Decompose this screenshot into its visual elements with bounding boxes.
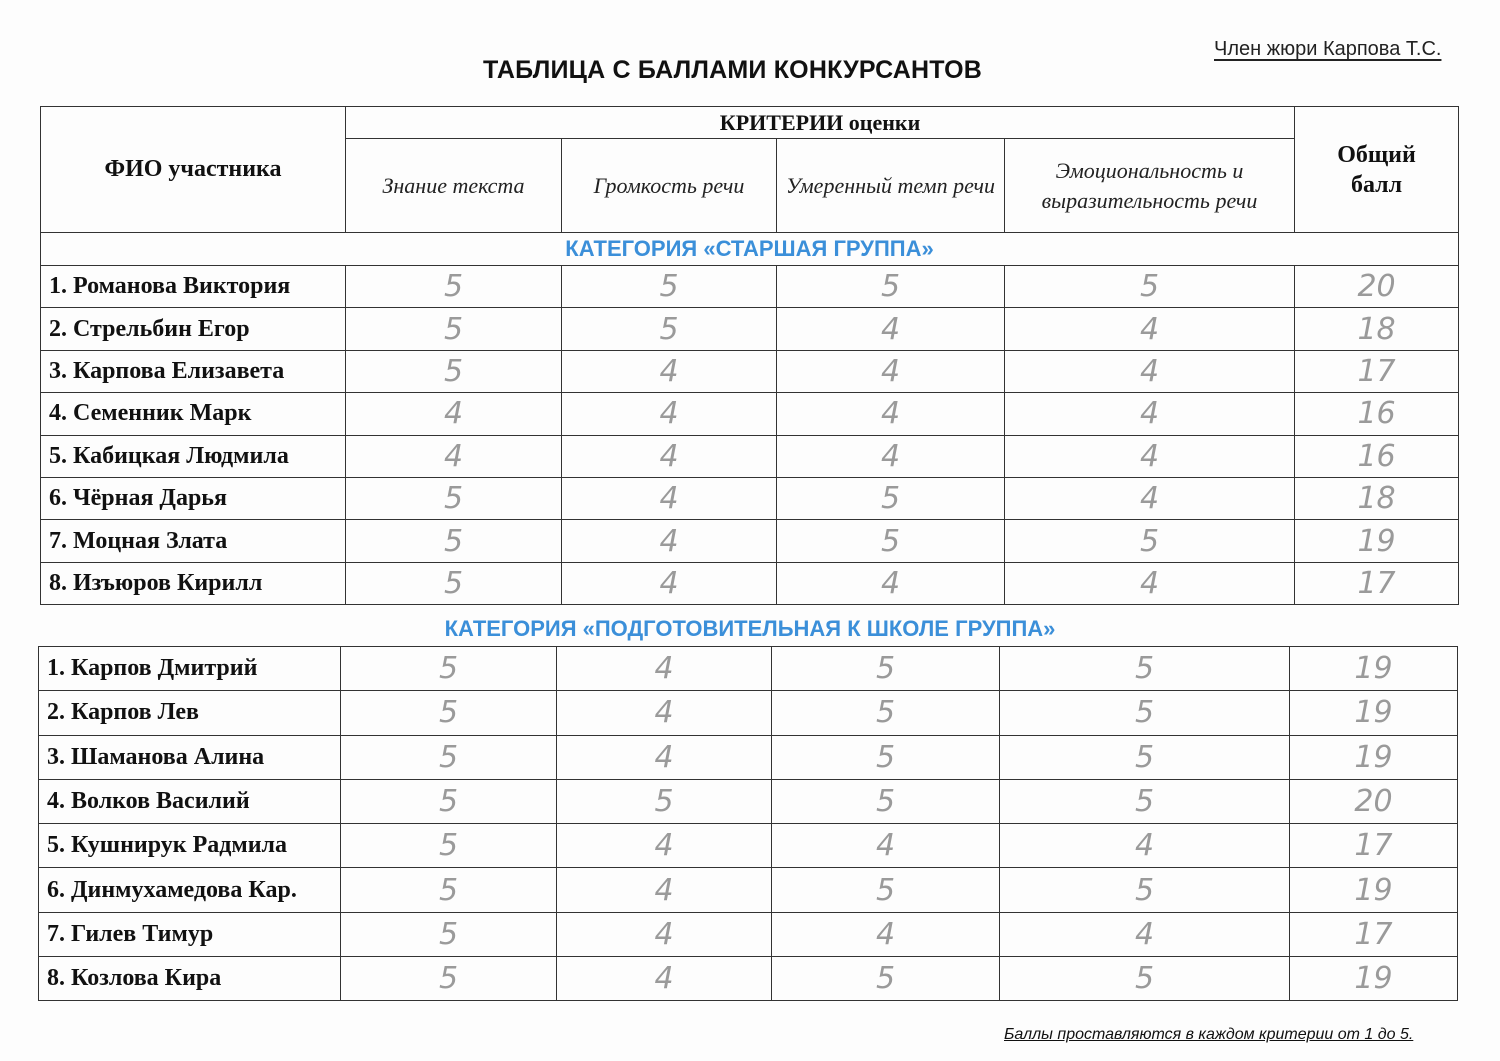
criterion-score: 5 (557, 779, 772, 823)
criterion-score: 5 (1000, 647, 1290, 691)
total-score: 17 (1290, 912, 1458, 956)
criterion-score: 4 (557, 691, 772, 735)
criterion-score: 5 (562, 308, 777, 350)
participant-name: 7. Моцная Злата (41, 520, 346, 562)
criterion-score: 5 (562, 266, 777, 308)
senior-group-table (40, 106, 1459, 605)
table-row (39, 868, 1458, 912)
criterion-score: 5 (1000, 691, 1290, 735)
criterion-score: 5 (772, 647, 1000, 691)
criterion-score: 4 (562, 393, 777, 435)
total-score: 20 (1290, 779, 1458, 823)
table-row (39, 647, 1458, 691)
criterion-score: 4 (346, 435, 562, 477)
criterion-score: 5 (341, 868, 557, 912)
criterion-score: 5 (1000, 779, 1290, 823)
criterion-score: 5 (772, 735, 1000, 779)
participant-name: 6. Динмухамедова Кар. (39, 868, 341, 912)
criterion-score: 5 (777, 477, 1005, 519)
criterion-score: 4 (1005, 393, 1295, 435)
participant-name: 7. Гилев Тимур (39, 912, 341, 956)
participant-name: 2. Стрельбин Егор (41, 308, 346, 350)
criterion-header: Умеренный темп речи (777, 139, 1005, 233)
total-score: 18 (1295, 477, 1459, 519)
total-score: 19 (1290, 957, 1458, 1001)
criterion-score: 5 (346, 562, 562, 604)
criterion-score: 5 (341, 735, 557, 779)
criterion-score: 4 (557, 735, 772, 779)
criteria-group-header: КРИТЕРИИ оценки (346, 107, 1295, 139)
criterion-header: Знание текста (346, 139, 562, 233)
criterion-score: 5 (777, 520, 1005, 562)
criterion-score: 4 (777, 393, 1005, 435)
participant-name: 8. Козлова Кира (39, 957, 341, 1001)
criterion-score: 5 (341, 691, 557, 735)
participant-name: 1. Карпов Дмитрий (39, 647, 341, 691)
participant-name: 4. Волков Василий (39, 779, 341, 823)
participant-name: 3. Шаманова Алина (39, 735, 341, 779)
criterion-score: 5 (346, 520, 562, 562)
total-score: 16 (1295, 435, 1459, 477)
criterion-score: 4 (777, 435, 1005, 477)
name-column-header: ФИО участника (41, 107, 346, 233)
table-row (41, 393, 1459, 435)
total-score: 19 (1290, 691, 1458, 735)
total-score: 17 (1295, 350, 1459, 392)
criterion-score: 4 (562, 562, 777, 604)
page-title: ТАБЛИЦА С БАЛЛАМИ КОНКУРСАНТОВ (483, 56, 983, 84)
criterion-score: 5 (346, 350, 562, 392)
criterion-score: 4 (1005, 477, 1295, 519)
criterion-score: 4 (1000, 912, 1290, 956)
criterion-score: 5 (772, 691, 1000, 735)
footnote: Баллы проставляются в каждом критерии от 1 до 5. (1004, 1026, 1414, 1043)
total-column-header: Общий балл (1295, 107, 1459, 233)
criterion-score: 5 (1000, 957, 1290, 1001)
criterion-score: 5 (772, 868, 1000, 912)
criterion-score: 5 (772, 779, 1000, 823)
criterion-score: 4 (557, 647, 772, 691)
criterion-score: 4 (557, 957, 772, 1001)
criterion-score: 5 (1005, 520, 1295, 562)
participant-name: 5. Кушнирук Радмила (39, 824, 341, 868)
criterion-score: 4 (562, 350, 777, 392)
criterion-score: 4 (1005, 308, 1295, 350)
table-row (41, 266, 1459, 308)
criterion-score: 4 (562, 435, 777, 477)
criterion-score: 5 (346, 308, 562, 350)
criterion-score: 4 (777, 350, 1005, 392)
participant-name: 3. Карпова Елизавета (41, 350, 346, 392)
table-row (39, 912, 1458, 956)
total-score: 16 (1295, 393, 1459, 435)
criterion-score: 4 (562, 477, 777, 519)
criterion-score: 5 (346, 477, 562, 519)
table-row (41, 435, 1459, 477)
total-score: 18 (1295, 308, 1459, 350)
criterion-score: 4 (1005, 562, 1295, 604)
table-row (39, 779, 1458, 823)
criterion-score: 5 (341, 957, 557, 1001)
participant-name: 2. Карпов Лев (39, 691, 341, 735)
criterion-score: 5 (1000, 868, 1290, 912)
criterion-score: 4 (557, 912, 772, 956)
table-row (41, 562, 1459, 604)
table-row (39, 957, 1458, 1001)
total-score: 19 (1290, 868, 1458, 912)
criterion-score: 5 (1000, 735, 1290, 779)
participant-name: 4. Семенник Марк (41, 393, 346, 435)
total-score: 20 (1295, 266, 1459, 308)
table-row (41, 350, 1459, 392)
category-title: КАТЕГОРИЯ «ПОДГОТОВИТЕЛЬНАЯ К ШКОЛЕ ГРУППА» (444, 616, 1056, 641)
criterion-header: Громкость речи (562, 139, 777, 233)
criterion-score: 5 (341, 779, 557, 823)
participant-name: 6. Чёрная Дарья (41, 477, 346, 519)
criterion-score: 4 (772, 912, 1000, 956)
table-row (41, 477, 1459, 519)
table-row (39, 735, 1458, 779)
criterion-score: 4 (1005, 350, 1295, 392)
total-score: 17 (1295, 562, 1459, 604)
criterion-score: 5 (1005, 266, 1295, 308)
criterion-score: 4 (557, 824, 772, 868)
criterion-score: 4 (1000, 824, 1290, 868)
total-score: 19 (1290, 647, 1458, 691)
table-row (41, 308, 1459, 350)
criterion-score: 5 (341, 647, 557, 691)
category-title: КАТЕГОРИЯ «СТАРШАЯ ГРУППА» (41, 233, 1459, 266)
total-score: 19 (1295, 520, 1459, 562)
total-score: 17 (1290, 824, 1458, 868)
criterion-score: 4 (777, 308, 1005, 350)
criterion-header: Эмоциональность и выразительность речи (1005, 139, 1295, 233)
criterion-score: 5 (346, 266, 562, 308)
table-row (41, 520, 1459, 562)
participant-name: 8. Изъюров Кирилл (41, 562, 346, 604)
criterion-score: 5 (772, 957, 1000, 1001)
criterion-score: 5 (341, 912, 557, 956)
criterion-score: 4 (562, 520, 777, 562)
preparatory-group-table (38, 646, 1458, 1001)
table-row (39, 824, 1458, 868)
criterion-score: 4 (772, 824, 1000, 868)
criterion-score: 4 (777, 562, 1005, 604)
criterion-score: 4 (1005, 435, 1295, 477)
criterion-score: 5 (341, 824, 557, 868)
participant-name: 1. Романова Виктория (41, 266, 346, 308)
criterion-score: 4 (346, 393, 562, 435)
total-score: 19 (1290, 735, 1458, 779)
criterion-score: 4 (557, 868, 772, 912)
jury-member-label: Член жюри Карпова Т.С. (1214, 38, 1442, 60)
criterion-score: 5 (777, 266, 1005, 308)
table-row (39, 691, 1458, 735)
participant-name: 5. Кабицкая Людмила (41, 435, 346, 477)
